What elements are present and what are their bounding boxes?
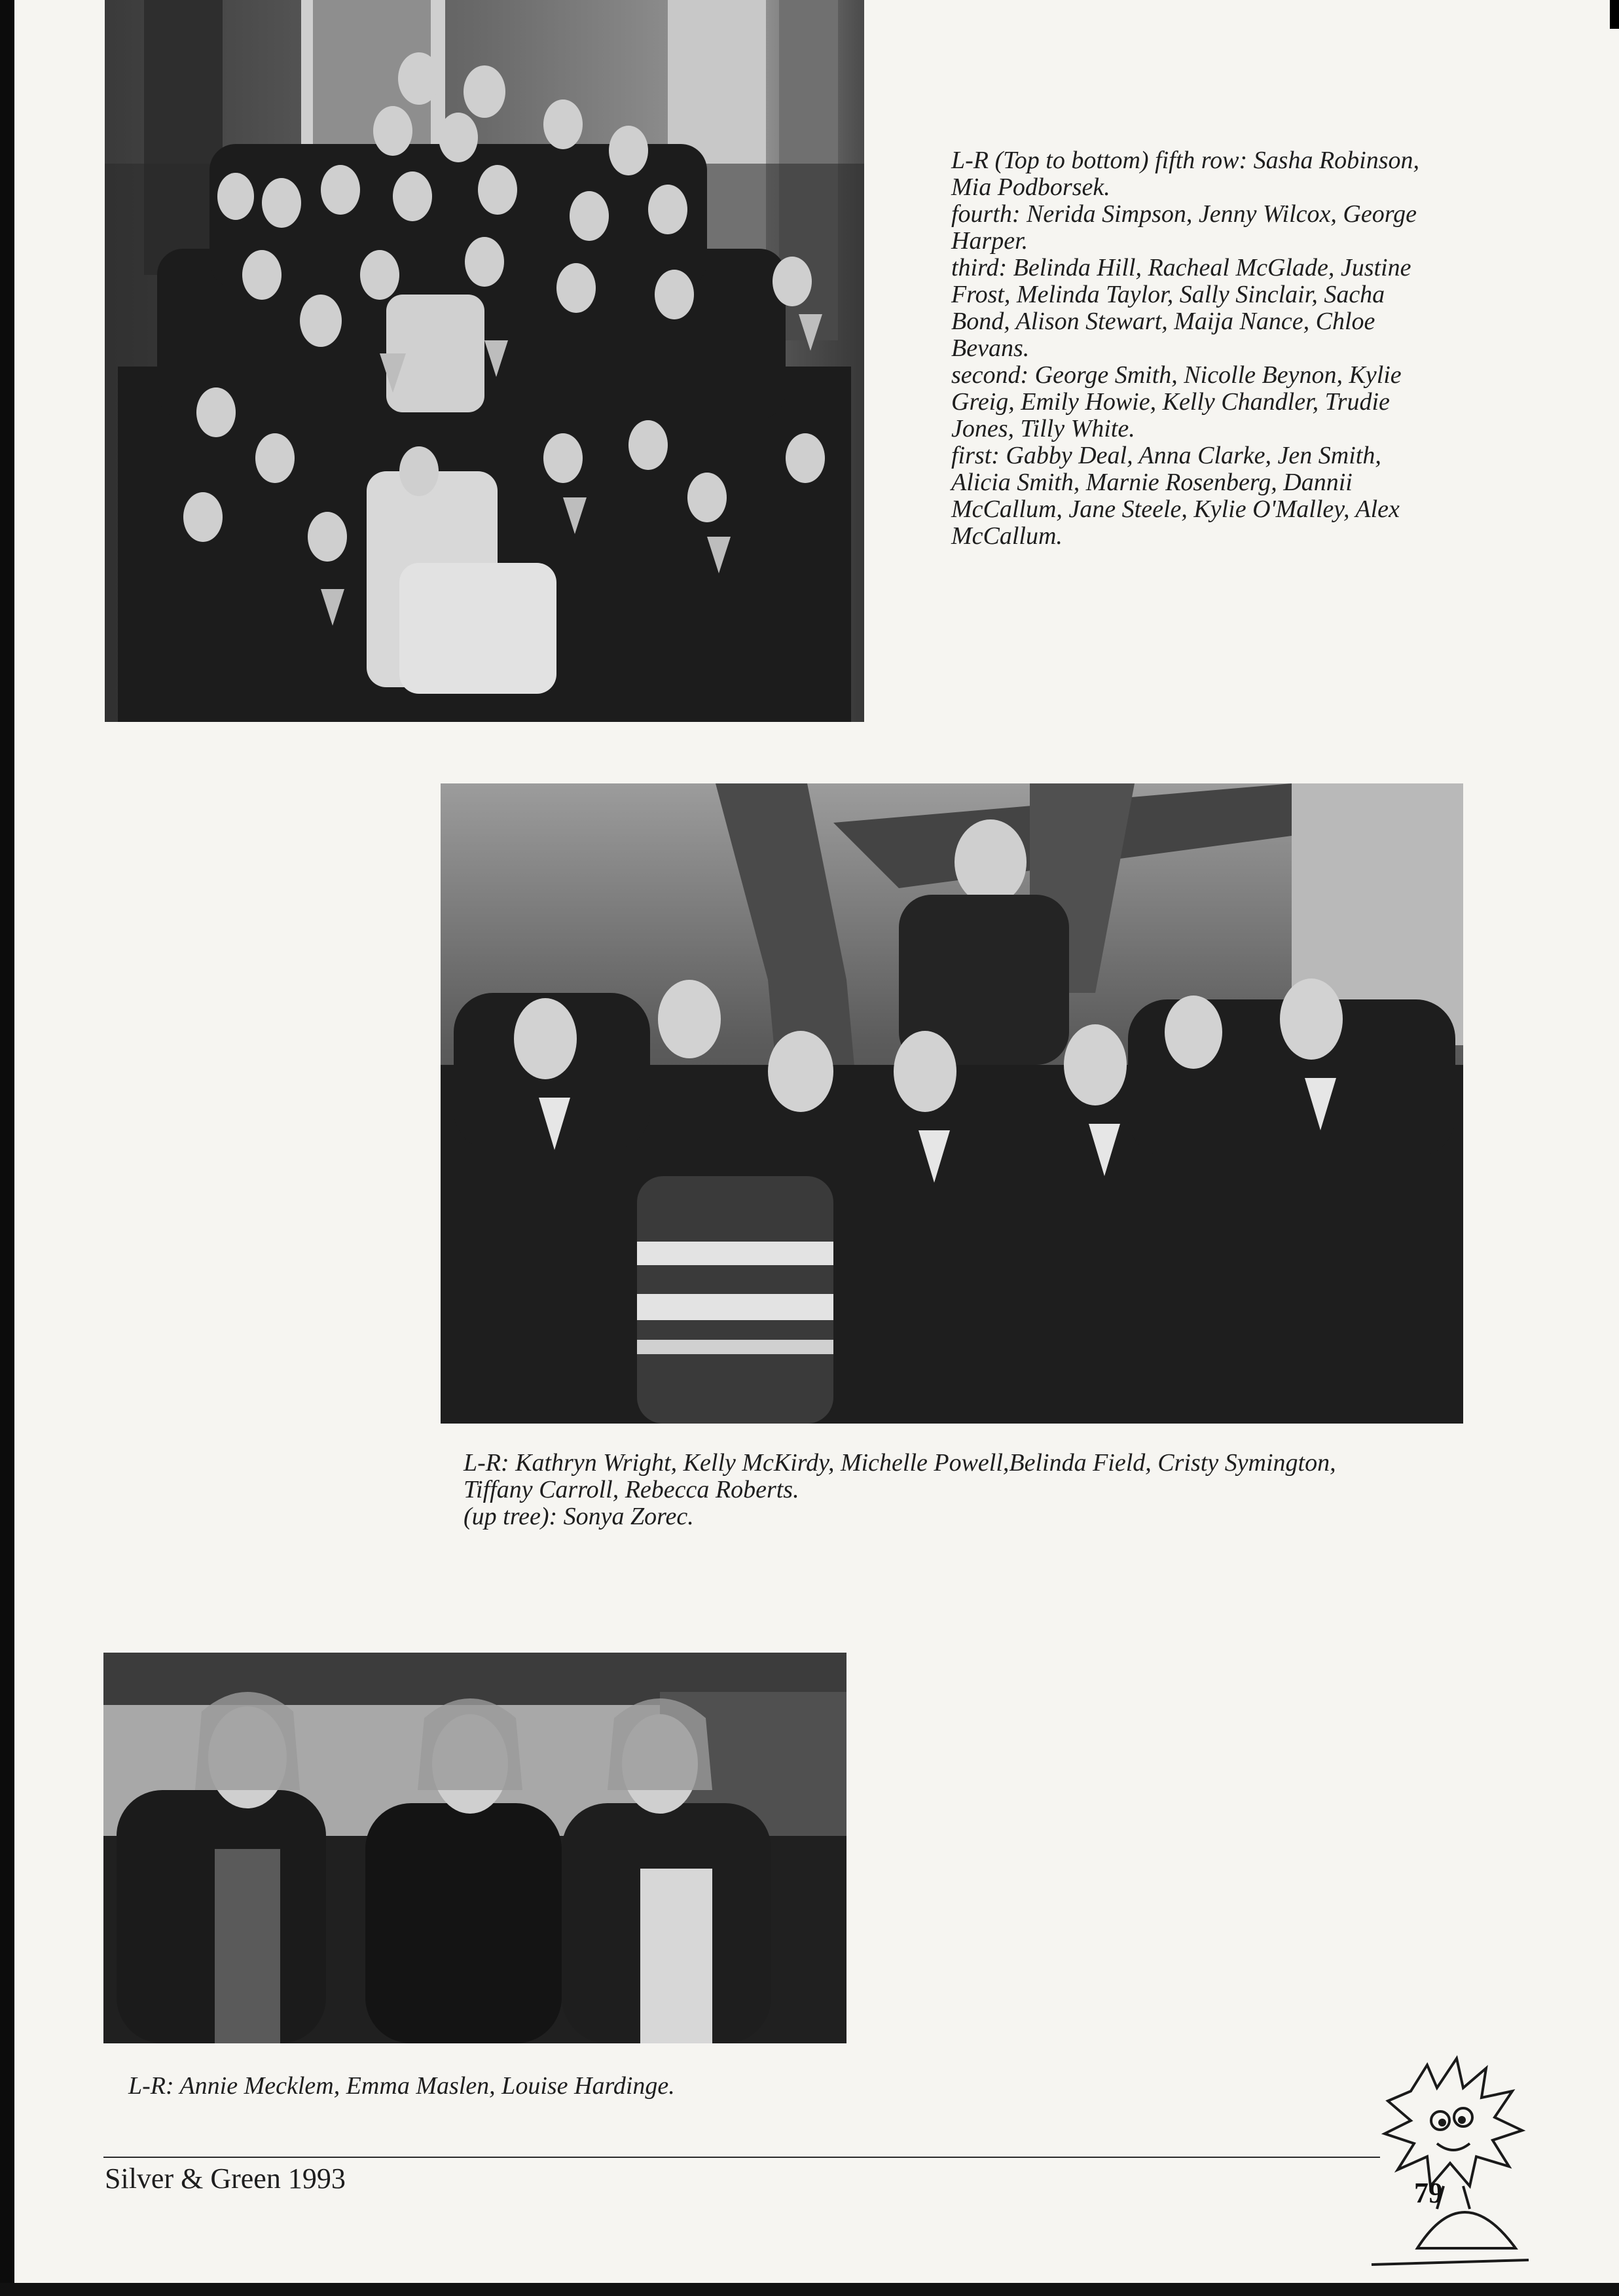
caption-group-steps bbox=[951, 147, 1419, 550]
caption-line: Bevans. bbox=[951, 334, 1030, 362]
page-number: 79 bbox=[1414, 2177, 1443, 2209]
caption-line: Frost, Melinda Taylor, Sally Sinclair, Sacha bbox=[951, 281, 1385, 308]
caption-line: McCallum, Jane Steele, Kylie O'Malley, Alex bbox=[951, 495, 1400, 523]
scan-edge-left bbox=[0, 0, 14, 2296]
caption-line: Tiffany Carroll, Rebecca Roberts. bbox=[464, 1476, 799, 1503]
caption-line: L-R: Kathryn Wright, Kelly McKirdy, Michelle Powell,Belinda Field, Cristy Symington, bbox=[464, 1449, 1336, 1477]
gumnut-mascot-icon bbox=[1365, 2052, 1535, 2271]
group-photo-steps bbox=[105, 0, 864, 722]
scan-edge-bottom bbox=[0, 2283, 1619, 2296]
caption-line: (up tree): Sonya Zorec. bbox=[464, 1503, 694, 1530]
caption-group-tree bbox=[464, 1450, 1336, 1530]
publication-title: Silver & Green 1993 bbox=[105, 2162, 346, 2195]
scan-edge-mark bbox=[1610, 0, 1619, 29]
caption-line: second: George Smith, Nicolle Beynon, Kylie bbox=[951, 361, 1402, 389]
caption-line: first: Gabby Deal, Anna Clarke, Jen Smith, bbox=[951, 442, 1381, 469]
caption-line: L-R: Annie Mecklem, Emma Maslen, Louise Hardinge. bbox=[128, 2072, 675, 2100]
caption-line: Greig, Emily Howie, Kelly Chandler, Trudie bbox=[951, 388, 1390, 416]
caption-line: Mia Podborsek. bbox=[951, 173, 1110, 201]
caption-line: third: Belinda Hill, Racheal McGlade, Justine bbox=[951, 254, 1411, 281]
caption-line: Harper. bbox=[951, 227, 1028, 255]
caption-line: fourth: Nerida Simpson, Jenny Wilcox, George bbox=[951, 200, 1417, 228]
caption-trio bbox=[128, 2073, 675, 2100]
caption-line: Jones, Tilly White. bbox=[951, 415, 1135, 442]
caption-line: Alicia Smith, Marnie Rosenberg, Dannii bbox=[951, 469, 1353, 496]
group-photo-tree bbox=[441, 783, 1463, 1424]
caption-line: Bond, Alison Stewart, Maija Nance, Chloe bbox=[951, 308, 1375, 335]
caption-line: L-R (Top to bottom) fifth row: Sasha Robinson, bbox=[951, 147, 1420, 174]
footer-rule bbox=[103, 2157, 1380, 2158]
trio-photo bbox=[103, 1653, 846, 2043]
caption-line: McCallum. bbox=[951, 522, 1063, 550]
